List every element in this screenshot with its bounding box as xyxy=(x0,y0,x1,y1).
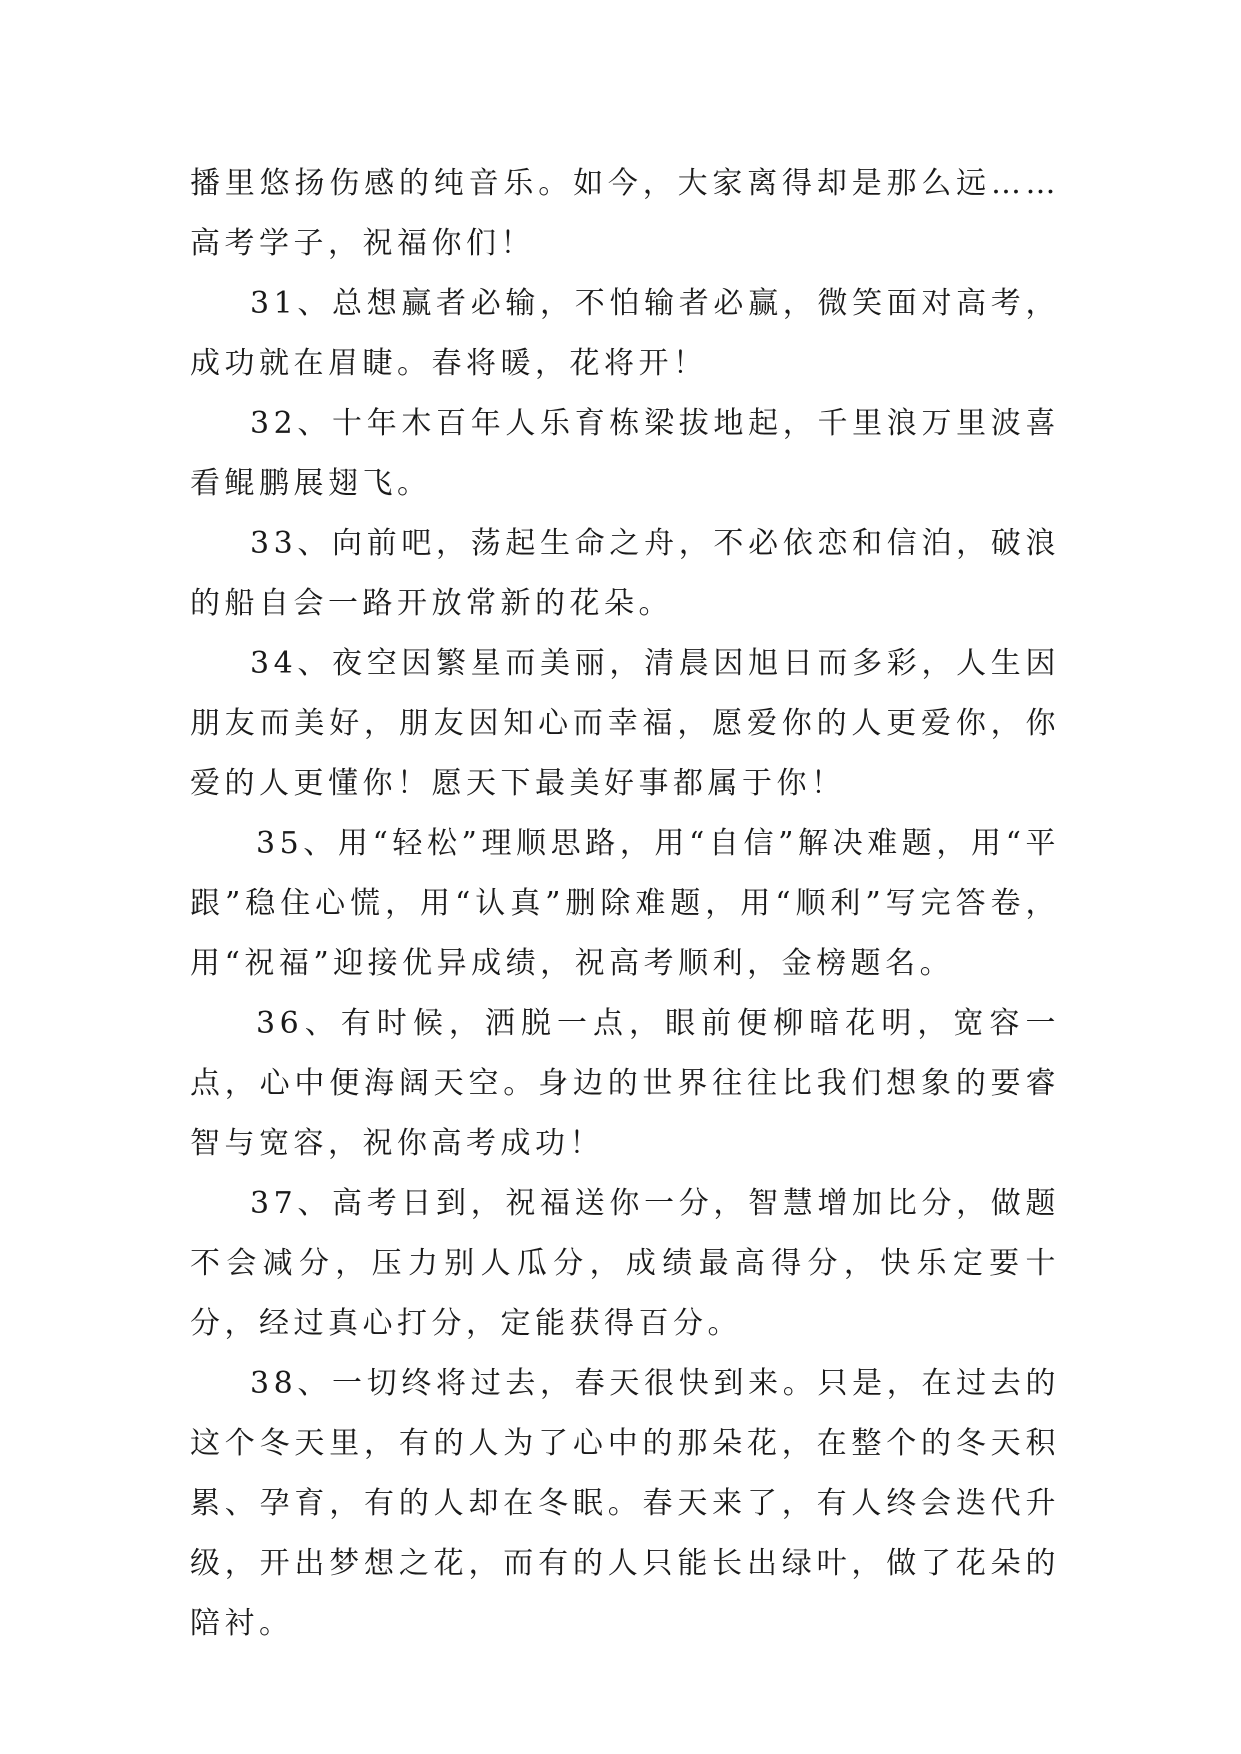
paragraph-32: 32、十年木百年人乐育栋梁拔地起，千里浪万里波喜看鲲鹏展翅飞。 xyxy=(190,406,1060,501)
paragraph-38: 38、一切终将过去，春天很快到来。只是，在过去的这个冬天里，有的人为了心中的那朵花，在整个的冬天积累、孕育，有的人却在冬眠。春天来了，有人终会迭代升级，开出梦想之花，而有的人只能长出绿叶，做了花朵的陪衬。 xyxy=(190,1366,1060,1641)
paragraph-37: 37、高考日到，祝福送你一分，智慧增加比分，做题不会减分，压力别人瓜分，成绩最高得分，快乐定要十分，经过真心打分，定能获得百分。 xyxy=(190,1186,1060,1341)
paragraph-33: 33、向前吧，荡起生命之舟，不必依恋和信泊，破浪的船自会一路开放常新的花朵。 xyxy=(190,526,1060,621)
paragraph-30-continued: 播里悠扬伤感的纯音乐。如今，大家离得却是那么远……高考学子，祝福你们！ xyxy=(190,166,1060,261)
document-body xyxy=(190,154,1060,1654)
paragraph-35: 35、用“轻松”理顺思路，用“自信”解决难题，用“平跟”稳住心慌，用“认真”删除难题，用“顺利”写完答卷，用“祝福”迎接优异成绩，祝高考顺利，金榜题名。 xyxy=(190,826,1060,981)
paragraph-34: 34、夜空因繁星而美丽，清晨因旭日而多彩，人生因朋友而美好，朋友因知心而幸福，愿爱你的人更爱你，你爱的人更懂你！愿天下最美好事都属于你！ xyxy=(190,646,1060,801)
paragraph-36: 36、有时候，洒脱一点，眼前便柳暗花明，宽容一点，心中便海阔天空。身边的世界往往比我们想象的要睿智与宽容，祝你高考成功！ xyxy=(190,1006,1060,1161)
paragraph-31: 31、总想赢者必输，不怕输者必赢，微笑面对高考，成功就在眉睫。春将暖，花将开！ xyxy=(190,286,1060,381)
